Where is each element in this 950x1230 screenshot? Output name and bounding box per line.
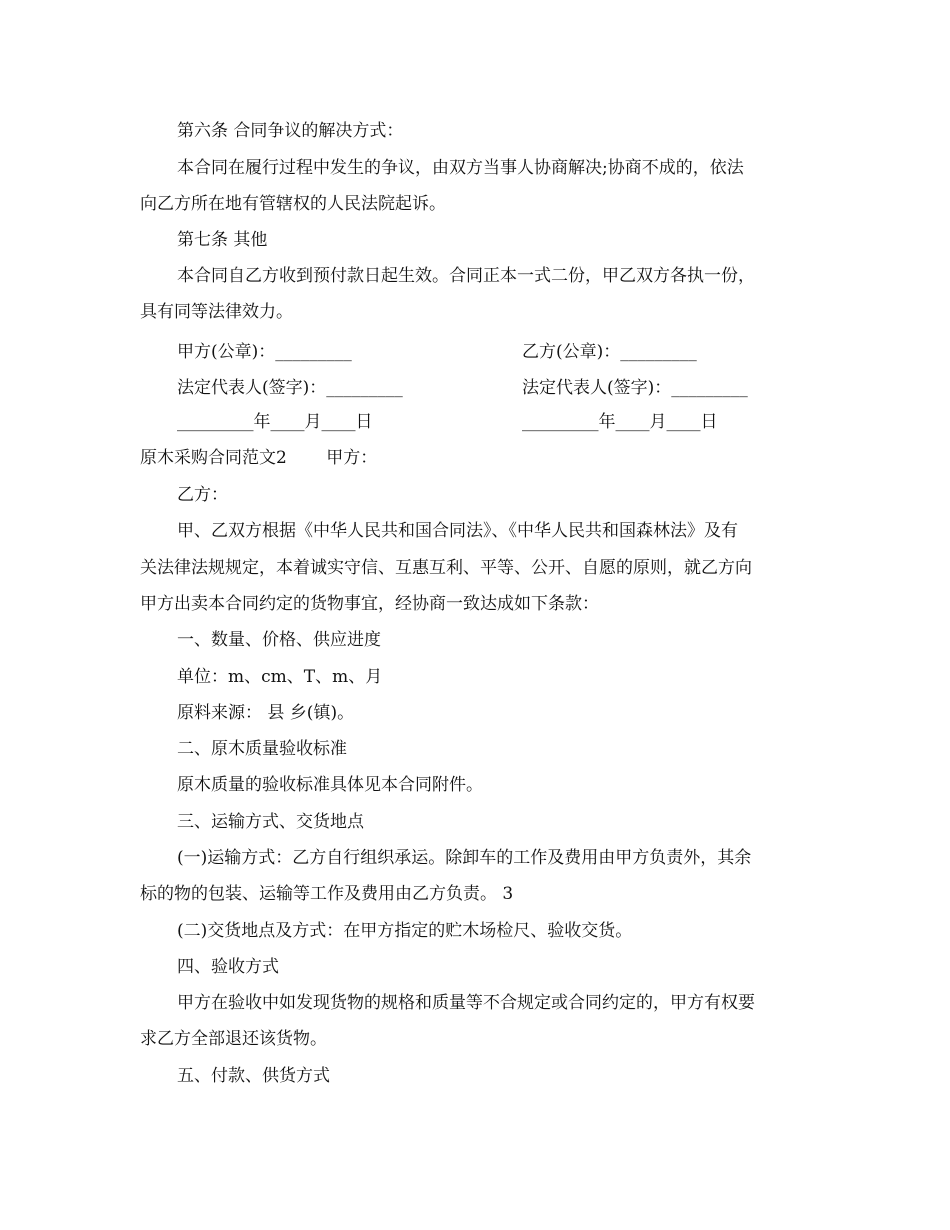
party-b-representative-line: 法定代表人(签字)：_________ — [522, 378, 748, 398]
party-a-date-line: _________年____月____日 — [177, 412, 373, 432]
party-b-seal-line: 乙方(公章)：_________ — [522, 342, 697, 362]
party-b-date-line: _________年____月____日 — [522, 412, 718, 432]
section-4-body-line-2: 求乙方全部退还该货物。 — [140, 1029, 327, 1049]
section-2-body: 原木质量的验收标准具体见本合同附件。 — [177, 775, 483, 795]
party-b-label: 乙方： — [177, 485, 228, 505]
section-1-heading: 一、数量、价格、供应进度 — [177, 630, 381, 650]
preamble-line-1: 甲、乙双方根据《中华人民共和国合同法》、《中华人民共和国森林法》及有 — [177, 521, 738, 541]
article-6-heading: 第六条 合同争议的解决方式： — [177, 121, 404, 141]
article-6-body-line-2: 向乙方所在地有管辖权的人民法院起诉。 — [140, 194, 446, 214]
section-2-heading: 二、原木质量验收标准 — [177, 739, 347, 759]
section-3-heading: 三、运输方式、交货地点 — [177, 812, 364, 832]
template-2-title: 原木采购合同范文2 甲方： — [140, 448, 378, 468]
article-7-body-line-1: 本合同自乙方收到预付款日起生效。合同正本一式二份，甲乙双方各执一份， — [177, 266, 755, 286]
article-6-body-line-1: 本合同在履行过程中发生的争议，由双方当事人协商解决;协商不成的，依法 — [177, 158, 744, 178]
section-4-heading: 四、验收方式 — [177, 957, 279, 977]
preamble-line-3: 甲方出卖本合同约定的货物事宜，经协商一致达成如下条款： — [140, 594, 599, 614]
article-7-body-line-2: 具有同等法律效力。 — [140, 302, 293, 322]
section-1-units: 单位：m、cm、T、m、月 — [177, 667, 383, 687]
section-5-heading: 五、付款、供货方式 — [177, 1066, 330, 1086]
section-3-item-1-line-2: 标的物的包装、运输等工作及费用由乙方负责。 3 — [140, 884, 514, 904]
party-a-seal-line: 甲方(公章)：_________ — [177, 342, 352, 362]
section-3-item-2: (二)交货地点及方式：在甲方指定的贮木场检尺、验收交货。 — [177, 921, 633, 941]
article-7-heading: 第七条 其他 — [177, 230, 268, 250]
section-3-item-1-line-1: (一)运输方式：乙方自行组织承运。除卸车的工作及费用由甲方负责外，其余 — [177, 848, 752, 868]
party-a-representative-line: 法定代表人(签字)：_________ — [177, 378, 403, 398]
section-1-source: 原料来源： 县 乡(镇)。 — [177, 703, 355, 723]
preamble-line-2: 关法律法规规定，本着诚实守信、互惠互利、平等、公开、自愿的原则，就乙方向 — [140, 558, 752, 578]
section-4-body-line-1: 甲方在验收中如发现货物的规格和质量等不合规定或合同约定的，甲方有权要 — [177, 993, 755, 1013]
